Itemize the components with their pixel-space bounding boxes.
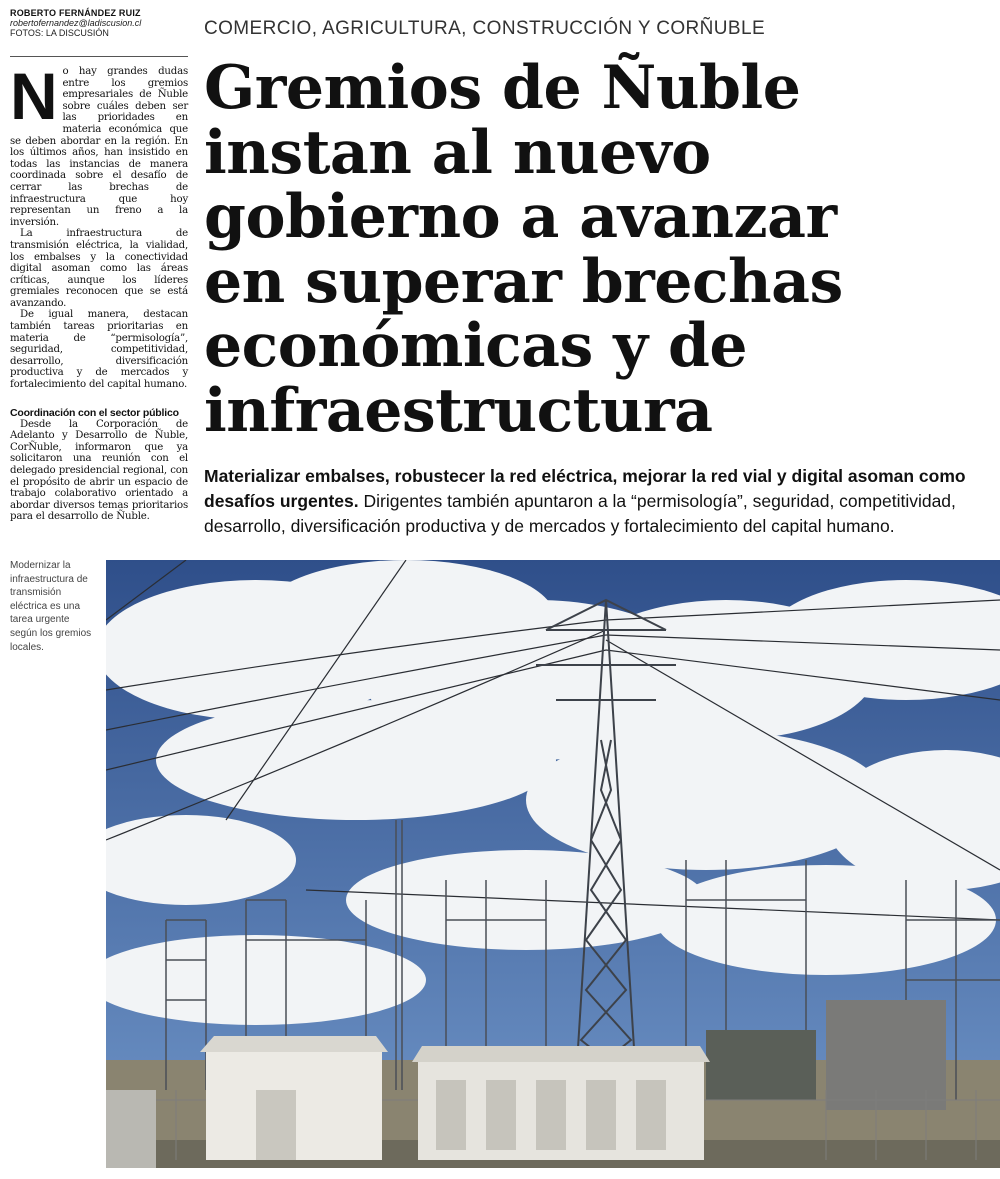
photo-credit: FOTOS: LA DISCUSIÓN: [10, 28, 109, 38]
body-paragraph: [10, 59, 188, 228]
article-body: [10, 59, 188, 523]
transformer: [706, 1030, 816, 1100]
headline-line: económicas y de: [204, 311, 748, 381]
headline: [204, 53, 994, 446]
concrete-wall: [826, 1000, 946, 1110]
substation-illustration: [106, 560, 1000, 1168]
headline-line: Gremios de Ñuble: [204, 53, 801, 123]
deck: [204, 464, 994, 539]
deck-lead: Materializar embalses, robustecer la red eléctrica, mejorar la red vial y digital asoman como desafíos urgentes.: [204, 466, 966, 511]
deck-rest: Dirigentes también apuntaron a la “permisología”, seguridad, competitividad, desarrollo, diversificación productiva y de mercados y fortalecimiento del capital humano.: [204, 491, 956, 536]
body-paragraph-text: o hay grandes dudas entre los gremios empresariales de Ñuble sobre cuáles deben ser las prioridades en materia económica que se deben abordar en la región. En los últimos años, han insistido en todas las instancias de manera coordinada sobre el desafío de cerrar las brechas de infraestructura que hoy representan un freno a la inversión.: [10, 66, 188, 228]
photo-caption: Modernizar la infraestructura de transmisión eléctrica es una tarea urgente según los gremios locales.: [10, 560, 92, 653]
author-email[interactable]: robertofernandez@ladiscusion.cl: [10, 18, 142, 28]
body-paragraph: Desde la Corporación de Adelanto y Desarrollo de Ñuble, CorÑuble, informaron que ya solicitaron una reunión con el delegado presidencial regional, con el propósito de abrir un espacio de trabajo colaborativo orientado a abordar diversos temas prioritarios para el desarrollo de Ñuble.: [10, 418, 188, 523]
headline-line: gobierno a avanzar: [204, 182, 837, 252]
drop-cap: N: [10, 59, 58, 133]
byline-divider: [10, 56, 188, 57]
body-paragraph: La infraestructura de transmisión eléctrica, la vialidad, los embalses y la conectividad digital asoman como las áreas críticas, aunque los líderes gremiales reconocen que se está avanzando.: [10, 228, 188, 309]
author-name: ROBERTO FERNÁNDEZ RUIZ: [10, 8, 141, 18]
byline: [10, 8, 190, 38]
body-paragraph: De igual manera, destacan también tareas prioritarias en materia de “permisología”, seguridad, competitividad, desarrollo, diversificación productiva y de mercados y fortalecimiento del capital humano.: [10, 309, 188, 391]
subhead: Coordinación con el sector público: [10, 406, 179, 419]
headline-line: infraestructura: [204, 375, 713, 446]
section-tag: COMERCIO, AGRICULTURA, CONSTRUCCIÓN Y CORÑUBLE: [204, 18, 766, 39]
headline-line: en superar brechas: [204, 246, 843, 317]
substation-photo: [106, 560, 1000, 1168]
headline-line: instan al nuevo: [204, 117, 711, 188]
